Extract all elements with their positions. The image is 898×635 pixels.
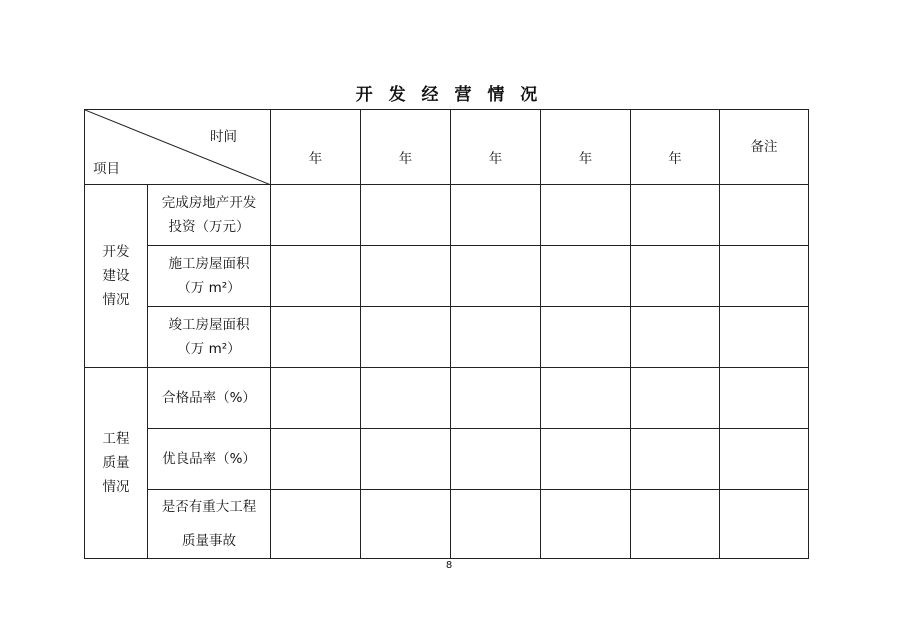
table-row — [85, 307, 809, 368]
note-cell[interactable] — [720, 185, 809, 246]
data-cell[interactable] — [541, 490, 631, 559]
data-cell[interactable] — [271, 185, 361, 246]
data-cell[interactable] — [631, 429, 720, 490]
data-cell[interactable] — [271, 490, 361, 559]
row-label-construction-area: 施工房屋面积 （万 m²） — [148, 246, 271, 307]
row-label-major-accident: 是否有重大工程 质量事故 — [148, 490, 271, 559]
table-row — [85, 246, 809, 307]
table-row — [85, 185, 809, 246]
data-cell[interactable] — [361, 246, 451, 307]
year-column-header: 年 — [451, 110, 541, 185]
row-label-pass-rate: 合格品率（%） — [148, 368, 271, 429]
table-row — [85, 490, 809, 559]
data-cell[interactable] — [361, 490, 451, 559]
data-cell[interactable] — [541, 429, 631, 490]
note-cell[interactable] — [720, 307, 809, 368]
data-cell[interactable] — [631, 246, 720, 307]
data-cell[interactable] — [631, 368, 720, 429]
business-table — [84, 109, 809, 559]
year-column-header: 年 — [541, 110, 631, 185]
group-label-quality: 工程 质量 情况 — [85, 368, 148, 559]
note-cell[interactable] — [720, 490, 809, 559]
data-cell[interactable] — [451, 429, 541, 490]
year-column-header: 年 — [361, 110, 451, 185]
data-cell[interactable] — [541, 246, 631, 307]
time-header-label: 时间 — [210, 129, 237, 145]
data-cell[interactable] — [271, 368, 361, 429]
data-cell[interactable] — [271, 307, 361, 368]
row-label-excellent-rate: 优良品率（%） — [148, 429, 271, 490]
data-cell[interactable] — [541, 368, 631, 429]
row-label-investment: 完成房地产开发 投资（万元） — [148, 185, 271, 246]
header-row — [85, 110, 809, 185]
data-cell[interactable] — [361, 307, 451, 368]
year-column-header: 年 — [631, 110, 720, 185]
data-cell[interactable] — [271, 246, 361, 307]
year-column-header: 年 — [271, 110, 361, 185]
row-label-completed-area: 竣工房屋面积 （万 m²） — [148, 307, 271, 368]
table-row — [85, 429, 809, 490]
data-cell[interactable] — [361, 429, 451, 490]
data-cell[interactable] — [631, 185, 720, 246]
data-cell[interactable] — [451, 307, 541, 368]
data-cell[interactable] — [271, 429, 361, 490]
data-cell[interactable] — [541, 185, 631, 246]
table-row — [85, 368, 809, 429]
data-cell[interactable] — [631, 307, 720, 368]
diagonal-header-cell — [85, 110, 271, 185]
page-number: 8 — [445, 560, 453, 571]
item-header-label: 项目 — [93, 161, 120, 177]
note-cell[interactable] — [720, 429, 809, 490]
data-cell[interactable] — [361, 368, 451, 429]
data-cell[interactable] — [451, 185, 541, 246]
note-cell[interactable] — [720, 368, 809, 429]
data-cell[interactable] — [451, 368, 541, 429]
note-cell[interactable] — [720, 246, 809, 307]
group-label-development: 开发 建设 情况 — [85, 185, 148, 368]
data-cell[interactable] — [451, 246, 541, 307]
note-column-header: 备注 — [720, 110, 809, 185]
data-cell[interactable] — [451, 490, 541, 559]
data-cell[interactable] — [361, 185, 451, 246]
page-title: 开 发 经 营 情 况 — [355, 85, 543, 105]
data-cell[interactable] — [631, 490, 720, 559]
data-cell[interactable] — [541, 307, 631, 368]
